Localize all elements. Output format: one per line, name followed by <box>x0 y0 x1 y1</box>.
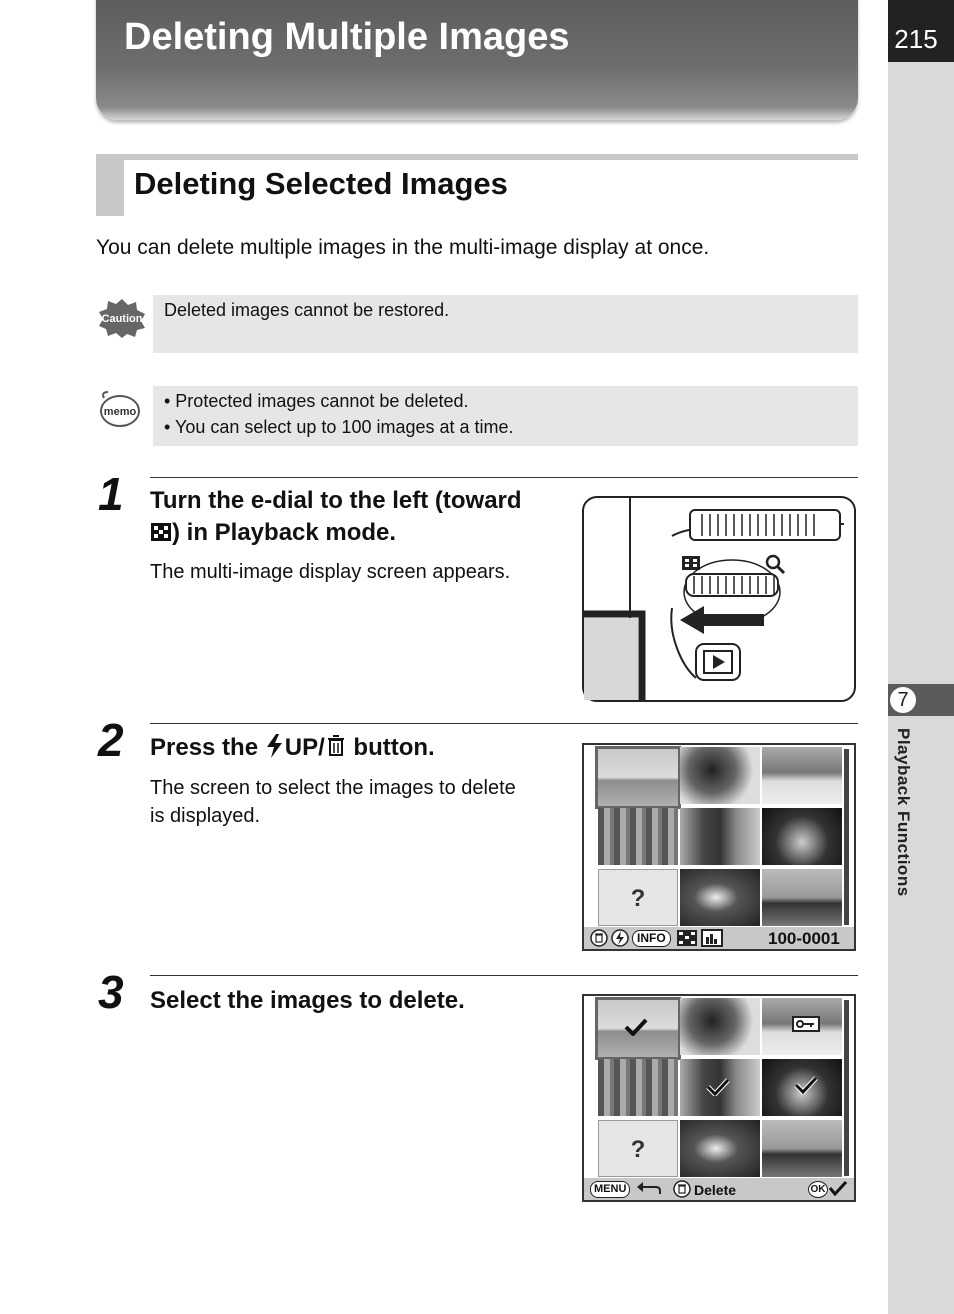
step-title <box>150 732 435 764</box>
chapter-number: 7 <box>890 687 916 713</box>
thumbnail-unknown[interactable]: ? <box>598 1120 678 1177</box>
thumbnail[interactable] <box>680 747 760 804</box>
info-button[interactable]: INFO <box>632 930 671 947</box>
step-title <box>150 485 522 549</box>
sidebar-tab-strip <box>888 0 954 1314</box>
flash-icon <box>265 733 285 759</box>
step-body-line: is displayed. <box>150 805 261 827</box>
scrollbar[interactable] <box>844 749 849 925</box>
delete-label: Delete <box>694 1182 737 1198</box>
file-number: 100-0001 <box>768 929 840 948</box>
intro-text: You can delete multiple images in the multi-image display at once. <box>96 236 710 259</box>
section-marker <box>96 154 124 216</box>
memo-item: • You can select up to 100 images at a time. <box>164 417 514 437</box>
multi-image-display-screen <box>582 743 856 951</box>
step-body-line: The screen to select the images to delete <box>150 777 516 799</box>
section-rule <box>96 154 858 160</box>
checkmark-icon <box>706 1078 730 1096</box>
thumbnail[interactable] <box>598 1059 678 1116</box>
step-divider <box>150 975 858 976</box>
trash-icon <box>325 734 347 758</box>
step-title-line: ) in Playback mode. <box>172 519 397 546</box>
checkmark-icon <box>828 1180 848 1196</box>
thumbnail[interactable] <box>598 808 678 865</box>
thumbnail[interactable] <box>762 869 842 926</box>
page-number: 215 <box>894 24 938 54</box>
trash-icon <box>672 1180 692 1198</box>
step-title: Select the images to delete. <box>150 987 465 1014</box>
thumbnail[interactable] <box>680 808 760 865</box>
page-title: Deleting Multiple Images <box>124 16 570 58</box>
caution-icon <box>98 298 146 338</box>
memo-item: • Protected images cannot be deleted. <box>164 391 469 411</box>
checkmark-icon <box>624 1018 648 1036</box>
trash-icon <box>590 929 630 947</box>
camera-dial-illustration <box>582 496 856 702</box>
thumbnail[interactable] <box>680 1120 760 1177</box>
protect-key-icon <box>792 1016 820 1032</box>
thumbnail-unknown[interactable]: ? <box>598 869 678 926</box>
memo-icon <box>98 390 142 428</box>
step-number: 2 <box>98 714 124 766</box>
display-mode-icons <box>676 929 724 947</box>
chapter-label: Playback Functions <box>894 728 913 897</box>
step-body <box>150 774 516 830</box>
thumbnail[interactable] <box>680 869 760 926</box>
scrollbar[interactable] <box>844 1000 849 1176</box>
step-title-line: Turn the e-dial to the left (toward <box>150 487 522 514</box>
checkmark-icon <box>794 1076 818 1094</box>
delete-selection-screen <box>582 994 856 1202</box>
section-title: Deleting Selected Images <box>134 166 508 201</box>
menu-button[interactable]: MENU <box>590 1181 630 1198</box>
step-number: 1 <box>98 468 124 520</box>
thumbnail[interactable] <box>762 747 842 804</box>
thumbnail[interactable] <box>762 808 842 865</box>
svg-text:memo: memo <box>103 406 137 418</box>
step-number: 3 <box>98 966 124 1018</box>
back-arrow-icon <box>636 1180 662 1196</box>
thumbnail[interactable] <box>680 998 760 1055</box>
caution-text: Deleted images cannot be restored. <box>164 300 450 320</box>
step-body: The multi-image display screen appears. <box>150 561 511 583</box>
step-title-text: Press the <box>150 734 265 761</box>
thumbnail-selected[interactable] <box>598 749 678 806</box>
step-divider <box>150 723 858 724</box>
thumbnail[interactable] <box>762 1120 842 1177</box>
svg-text:Caution: Caution <box>101 313 143 325</box>
step-divider <box>150 477 858 478</box>
ok-button[interactable]: OK <box>808 1181 828 1198</box>
step-title-text: UP/ <box>284 734 325 761</box>
multi-image-icon <box>150 522 172 542</box>
step-title-text: button. <box>346 734 435 761</box>
